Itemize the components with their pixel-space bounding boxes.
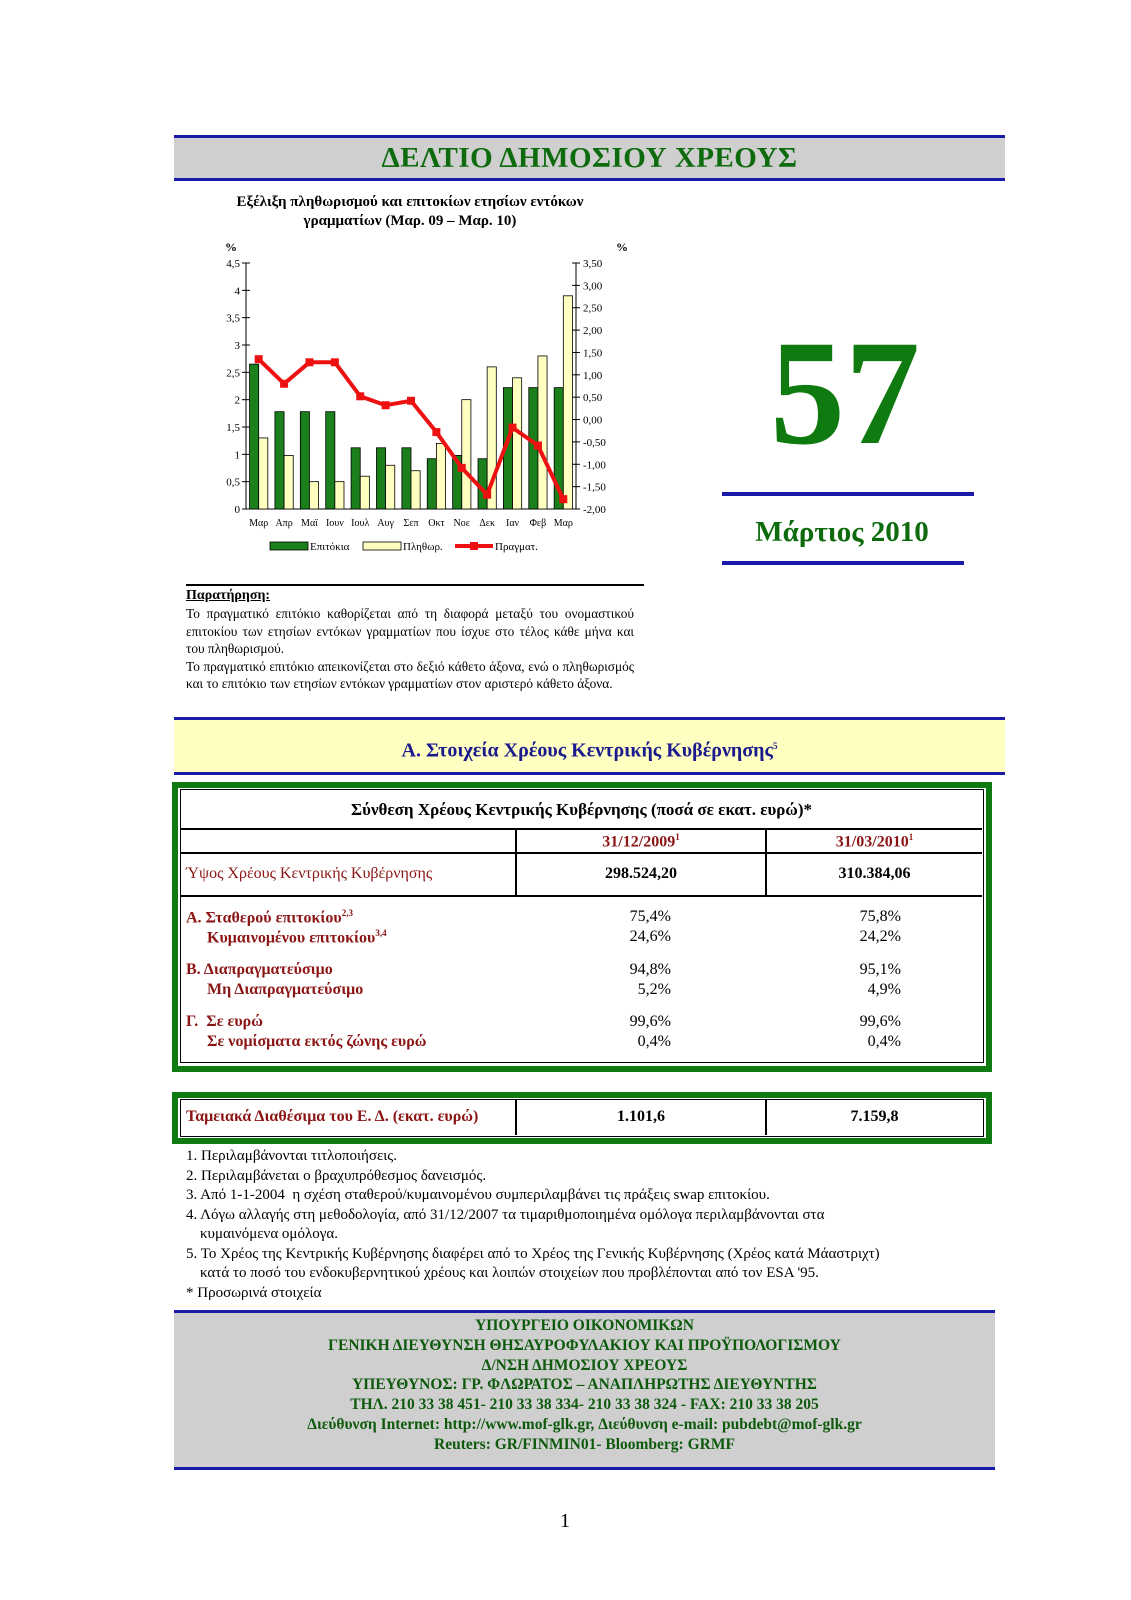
right-tick-label: 2,50 <box>583 302 603 315</box>
x-tick-label: Μαρ <box>249 518 269 529</box>
note-paragraph-2: Το πραγματικό επιτόκιο απεικονίζεται στο δεξιό κάθετο άξονα, ενώ ο πληθωρισμός και το επιτόκιο των ετησίων εντόκων γραμματίων στον αριστερό κάθετο άξονα. <box>186 658 634 691</box>
x-tick-label: Μαϊ <box>301 518 318 529</box>
row-marketable-2009: 94,8% <box>629 961 671 978</box>
inflation-bar <box>436 443 445 509</box>
real-rate-point <box>432 428 440 436</box>
x-tick-label: Σεπ <box>403 518 419 529</box>
chart-title-line-2: γραμματίων (Μαρ. 09 – Μαρ. 10) <box>303 213 517 229</box>
chart-title <box>200 193 620 231</box>
real-rate-point <box>331 358 339 366</box>
bulletin-title-bar <box>174 135 1005 181</box>
real-rate-point <box>559 495 567 503</box>
cash-label: Ταμειακά Διαθέσιμα του Ε. Δ. (εκατ. ευρώ) <box>186 1108 479 1125</box>
right-tick-label: 3,00 <box>583 280 603 293</box>
inflation-bar <box>360 476 369 509</box>
footer-department: Δ/ΝΣΗ ΔΗΜΟΣΙΟΥ ΧΡΕΟΥΣ <box>481 1356 688 1374</box>
x-tick-label: Ιαν <box>505 518 520 529</box>
debt-table-caption: Σύνθεση Χρέους Κεντρικής Κυβέρνησης (ποσά σε εκατ. ευρώ)* <box>351 800 812 819</box>
x-tick-label: Αυγ <box>377 518 394 529</box>
inflation-bar <box>284 455 293 509</box>
real-rate-point <box>407 397 415 405</box>
x-tick-label: Μαρ <box>553 518 573 529</box>
real-rate-point <box>509 424 517 432</box>
footer-contact-box <box>174 1310 995 1470</box>
real-rate-point <box>255 355 263 363</box>
rate-bar <box>376 448 385 509</box>
footer-responsible: ΥΠΕΥΘΥΝΟΣ: ΓΡ. ΦΛΩΡΑΤΟΣ – ΑΝΑΠΛΗΡΩΤΗΣ ΔΙΕΥΘΥΝΤΗΣ <box>352 1376 817 1394</box>
real-rate-point <box>305 358 313 366</box>
inflation-bar <box>386 465 395 509</box>
column-header-2010 <box>767 832 982 851</box>
rate-bar <box>250 364 259 509</box>
row-euro-2009: 99,6% <box>629 1013 671 1030</box>
legend-marker-real <box>470 542 478 550</box>
x-tick-label: Νοε <box>453 518 470 529</box>
rate-bar <box>326 412 335 509</box>
chart-title-line-1: Εξέλιξη πληθωρισμού και επιτοκίων ετησίων εντόκων <box>236 194 584 210</box>
legend-label-rates: Επιτόκια <box>310 541 350 553</box>
inflation-rates-chart <box>215 240 635 570</box>
inflation-bar <box>259 438 268 509</box>
row-non-marketable-2010: 4,9% <box>867 981 901 998</box>
note-divider <box>186 584 644 586</box>
left-axis-unit: % <box>225 240 237 254</box>
row-non-euro-label: Σε νομίσματα εκτός ζώνης ευρώ <box>207 1033 427 1050</box>
rate-bar <box>402 448 411 509</box>
inflation-bar <box>513 378 522 509</box>
right-tick-label: 0,50 <box>583 392 603 405</box>
inflation-bar <box>411 471 420 509</box>
left-tick-label: 2,5 <box>226 367 240 380</box>
section-a-title <box>174 720 1005 777</box>
row-non-marketable-2009: 5,2% <box>637 981 671 998</box>
inflation-bar <box>335 482 344 509</box>
real-rate-point <box>382 401 390 409</box>
total-debt-2009: 298.524,20 <box>605 865 677 882</box>
cash-2009: 1.101,6 <box>617 1108 665 1125</box>
footer-directorate: ΓΕΝΙΚΗ ΔΙΕΥΘΥΝΣΗ ΘΗΣΑΥΡΟΦΥΛΑΚΙΟΥ ΚΑΙ ΠΡΟΫΠΟΛΟΓΙΣΜΟΥ <box>328 1336 841 1354</box>
right-tick-label: 0,00 <box>583 414 603 427</box>
inflation-bar <box>538 356 547 509</box>
note-body <box>186 605 634 693</box>
footnote-4-cont: κυμαινόμενα ομόλογα. <box>200 1226 338 1242</box>
debt-table <box>180 789 984 1063</box>
column-header-2009 <box>517 832 765 851</box>
inflation-bar <box>462 400 471 509</box>
real-rate-point <box>458 464 466 472</box>
footer-reuters: Reuters: GR/FINMIN01- Bloomberg: GRMF <box>434 1435 735 1453</box>
legend-label-real: Πραγματ. <box>495 541 538 553</box>
total-debt-2010: 310.384,06 <box>838 865 911 882</box>
row-floating-rate-text: Κυμαινομένου επιτοκίου <box>207 929 376 947</box>
right-tick-label: 1,00 <box>583 369 603 382</box>
real-rate-point <box>356 392 364 400</box>
row-euro-label: Γ. Σε ευρώ <box>186 1013 263 1030</box>
rate-bar <box>427 459 436 509</box>
row-floating-rate-sup: 3,4 <box>375 928 387 938</box>
note-heading: Παρατήρηση: <box>186 588 271 603</box>
page-number: 1 <box>560 1510 570 1532</box>
footnote-5: 5. Το Χρέος της Κεντρικής Κυβέρνησης διαφέρει από το Χρέος της Γενικής Κυβέρνησης (Χρέος κατά Μάαστριχτ) <box>186 1245 880 1262</box>
row-fixed-rate-sup: 2,3 <box>341 908 353 918</box>
issue-divider-bottom <box>722 561 964 565</box>
rate-bar <box>275 412 284 509</box>
footer-internet[interactable]: Διεύθυνση Internet: http://www.mof-glk.gr, Διεύθυνση e-mail: pubdebt@mof-glk.gr <box>307 1415 862 1433</box>
right-tick-label: -0,50 <box>583 436 606 449</box>
bulletin-title: ΔΕΛΤΙΟ ΔΗΜΟΣΙΟΥ ΧΡΕΟΥΣ <box>381 142 798 174</box>
right-tick-label: 3,50 <box>583 258 603 270</box>
x-tick-label: Οκτ <box>428 518 445 529</box>
rate-bar <box>351 448 360 509</box>
issue-date: Μάρτιος 2010 <box>755 516 929 548</box>
footnote-3: 3. Από 1-1-2004 η σχέση σταθερού/κυμαινομένου συμπεριλαμβάνει τις πράξεις swap επιτοκίου. <box>186 1187 770 1203</box>
x-tick-label: Ιουν <box>325 518 344 529</box>
inflation-bar <box>309 482 318 509</box>
cash-table <box>180 1099 984 1137</box>
row-marketable-label: Β. Διαπραγματεύσιμο <box>186 961 333 978</box>
section-a-title-text: Α. Στοιχεία Χρέους Κεντρικής Κυβέρνησης <box>401 739 773 762</box>
row-fixed-rate-2009: 75,4% <box>629 908 671 925</box>
total-debt-label: Ύψος Χρέους Κεντρικής Κυβέρνησης <box>186 865 433 882</box>
table-rule <box>181 852 982 854</box>
section-a-header <box>174 717 1005 775</box>
row-floating-rate-label <box>207 928 387 947</box>
footnote-2: 2. Περιλαμβάνεται ο βραχυπρόθεσμος δανεισμός. <box>186 1167 487 1184</box>
row-marketable-2010: 95,1% <box>859 961 901 978</box>
right-tick-label: -1,50 <box>583 481 606 494</box>
left-tick-label: 1 <box>234 449 240 462</box>
real-rate-point <box>483 491 491 499</box>
left-tick-label: 0 <box>234 504 240 516</box>
rate-bar <box>300 412 309 509</box>
table-rule <box>181 828 982 830</box>
row-non-euro-2009: 0,4% <box>637 1033 671 1050</box>
row-floating-rate-2010: 24,2% <box>859 928 901 945</box>
right-tick-label: 2,00 <box>583 325 603 338</box>
left-tick-label: 1,5 <box>226 422 240 434</box>
footnote-5-cont: κατά το ποσό του ενδοκυβερνητικού χρέους και λοιπών στοιχείων που προβλέπονται από τον ESA '95. <box>200 1265 819 1281</box>
real-rate-point <box>534 441 542 449</box>
left-tick-label: 0,5 <box>226 476 240 489</box>
right-axis-unit: % <box>616 240 628 254</box>
issue-divider-top <box>722 492 974 496</box>
right-tick-label: 1,50 <box>583 347 603 360</box>
left-tick-label: 3 <box>234 340 240 352</box>
footnote-1: 1. Περιλαμβάνονται τιτλοποιήσεις. <box>186 1148 397 1164</box>
inflation-bar <box>563 296 572 509</box>
column-header-2009-text: 31/12/2009 <box>602 833 676 851</box>
right-tick-label: -2,00 <box>583 504 606 516</box>
column-header-2010-text: 31/03/2010 <box>835 833 909 851</box>
footer-text <box>174 1313 995 1455</box>
column-header-2009-sup: 1 <box>675 832 680 842</box>
right-tick-label: -1,00 <box>583 459 606 472</box>
row-non-marketable-label: Μη Διαπραγματεύσιμο <box>207 981 364 998</box>
footer-ministry: ΥΠΟΥΡΓΕΙΟ ΟΙΚΟΝΟΜΙΚΩΝ <box>475 1317 694 1334</box>
issue-number: 57 <box>770 310 920 476</box>
row-fixed-rate-label <box>186 908 353 927</box>
legend-swatch-inflation <box>363 542 401 550</box>
footnotes <box>186 1147 986 1303</box>
row-fixed-rate-2010: 75,8% <box>859 908 901 925</box>
x-tick-label: Απρ <box>275 518 293 529</box>
section-a-sup: 5 <box>772 741 778 751</box>
footnote-provisional: * Προσωρινά στοιχεία <box>186 1284 322 1301</box>
legend-label-inflation: Πληθωρ. <box>403 541 443 553</box>
note-paragraph-1: Το πραγματικό επιτόκιο καθορίζεται από τη διαφορά μεταξύ του ονομαστικού επιτοκίου των ετησίων εντόκων γραμματίων που ίσχυε στο τέλος κάθε μήνα και του πληθωρισμού. <box>186 606 634 656</box>
row-fixed-rate-text: Α. Σταθερού επιτοκίου <box>186 909 342 927</box>
x-tick-label: Δεκ <box>479 518 495 529</box>
row-euro-2010: 99,6% <box>859 1013 901 1030</box>
table-rule <box>181 895 982 897</box>
row-non-euro-2010: 0,4% <box>867 1033 901 1050</box>
row-floating-rate-2009: 24,6% <box>629 928 671 945</box>
left-tick-label: 3,5 <box>226 312 240 325</box>
x-tick-label: Ιουλ <box>351 518 370 529</box>
left-tick-label: 4,5 <box>226 258 240 270</box>
footnote-4: 4. Λόγω αλλαγής στη μεθοδολογία, από 31/12/2007 τα τιμαριθμοποιημένα ομόλογα περιλαμβάνονται στα <box>186 1206 825 1223</box>
real-rate-point <box>280 380 288 388</box>
column-header-2010-sup: 1 <box>908 832 914 842</box>
left-tick-label: 4 <box>234 285 240 298</box>
x-tick-label: Φεβ <box>529 518 547 529</box>
cash-2010: 7.159,8 <box>850 1108 899 1125</box>
legend-swatch-rates <box>270 542 308 550</box>
footer-phones: ΤΗΛ. 210 33 38 451- 210 33 38 334- 210 33 38 324 - FAX: 210 33 38 205 <box>350 1396 819 1414</box>
left-tick-label: 2 <box>234 394 240 407</box>
